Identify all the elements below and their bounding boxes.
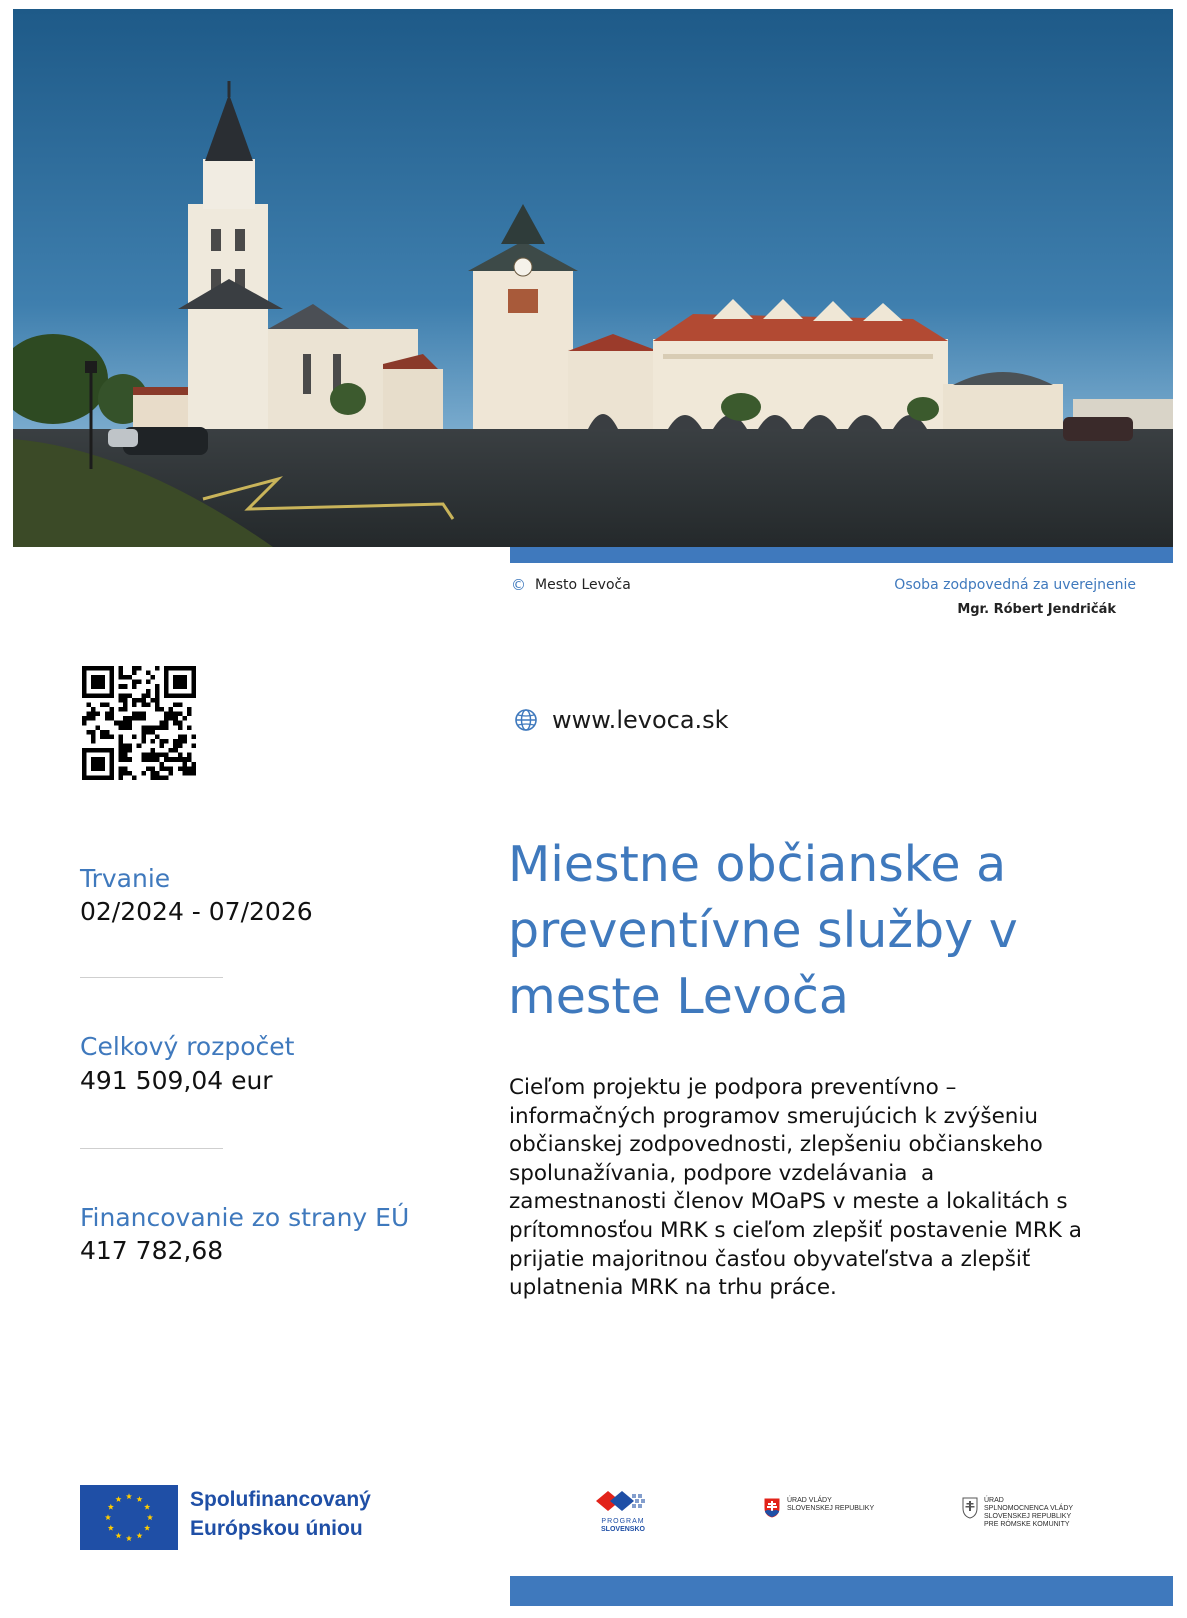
project-title-line: Miestne občianske a: [508, 836, 1007, 893]
project-title-line: meste Levoča: [508, 968, 849, 1025]
photo-credit-text: Mesto Levoča: [535, 577, 631, 593]
town-square-illustration: [13, 9, 1173, 547]
gov-logo-line2: SLOVENSKEJ REPUBLIKY: [787, 1505, 875, 1512]
description-line: uplatnenia MRK na trhu práce.: [509, 1275, 837, 1301]
eu-flag-icon: [80, 1485, 178, 1550]
eu-cofunded-text: [190, 1485, 371, 1543]
description-line: prijatie majoritnou časťou obyvateľstva a zlepšiť: [509, 1246, 1031, 1272]
slovak-coat-of-arms-outline-icon: [962, 1497, 978, 1519]
hero-photo: [13, 9, 1173, 547]
project-title-line: preventívne služby v: [508, 902, 1018, 959]
divider: [80, 1148, 223, 1149]
government-office-logo: [763, 1497, 874, 1519]
responsible-person-name: Mgr. Róbert Jendričák: [957, 602, 1116, 617]
program-logo-line1: PROGRAM: [601, 1518, 645, 1525]
program-slovensko-logo: [592, 1488, 654, 1532]
eu-funding-value: 417 782,68: [80, 1236, 224, 1265]
roma-logo-line3: SLOVENSKEJ REPUBLIKY: [984, 1513, 1072, 1520]
responsible-person-label: Osoba zodpovedná za uverejnenie: [894, 577, 1136, 593]
budget-value: 491 509,04 eur: [80, 1066, 273, 1095]
program-slovensko-mark-icon: [592, 1488, 654, 1514]
description-line: občianskej zodpovednosti, zlepšeniu občianskeho: [509, 1132, 1043, 1158]
duration-label: Trvanie: [80, 864, 171, 893]
roma-office-logo: [962, 1497, 1073, 1529]
slovak-coat-of-arms-icon: [763, 1497, 781, 1519]
description-line: Cieľom projektu je podpora preventívno –: [509, 1075, 957, 1100]
roma-logo-line1: ÚRAD: [984, 1497, 1004, 1504]
eu-funding-label: Financovanie zo strany EÚ: [80, 1203, 410, 1232]
gov-logo-line1: ÚRAD VLÁDY: [787, 1497, 832, 1504]
roma-logo-line4: PRE RÓMSKE KOMUNITY: [984, 1521, 1070, 1528]
eu-text-line: Európskou úniou: [190, 1517, 363, 1540]
project-title: [508, 832, 1148, 1030]
budget-label: Celkový rozpočet: [80, 1032, 295, 1061]
description-line: informačných programov smerujúcich k zvýšeniu: [509, 1103, 1039, 1129]
bottom-accent-bar: [510, 1576, 1173, 1606]
project-description: [509, 1074, 1149, 1303]
eu-text-line: Spolufinancovaný: [190, 1488, 371, 1511]
description-line: zamestnanosti členov MOaPS v meste a lokalitách s: [509, 1189, 1068, 1215]
description-line: spolunažívania, podpore vzdelávania a: [509, 1160, 935, 1186]
top-accent-bar: [510, 547, 1173, 563]
website-link[interactable]: [514, 706, 729, 734]
duration-value: 02/2024 - 07/2026: [80, 897, 313, 926]
divider: [80, 977, 223, 978]
photo-credit: [511, 576, 631, 594]
copyright-icon: ©: [511, 576, 526, 594]
website-url[interactable]: www.levoca.sk: [552, 706, 729, 734]
globe-icon: [514, 708, 538, 732]
qr-code-icon[interactable]: [82, 666, 196, 780]
program-logo-line2: SLOVENSKO: [601, 1526, 645, 1533]
description-line: prítomnosťou MRK s cieľom zlepšiť postavenie MRK a: [509, 1217, 1082, 1243]
roma-logo-line2: SPLNOMOCNENCA VLÁDY: [984, 1505, 1074, 1512]
